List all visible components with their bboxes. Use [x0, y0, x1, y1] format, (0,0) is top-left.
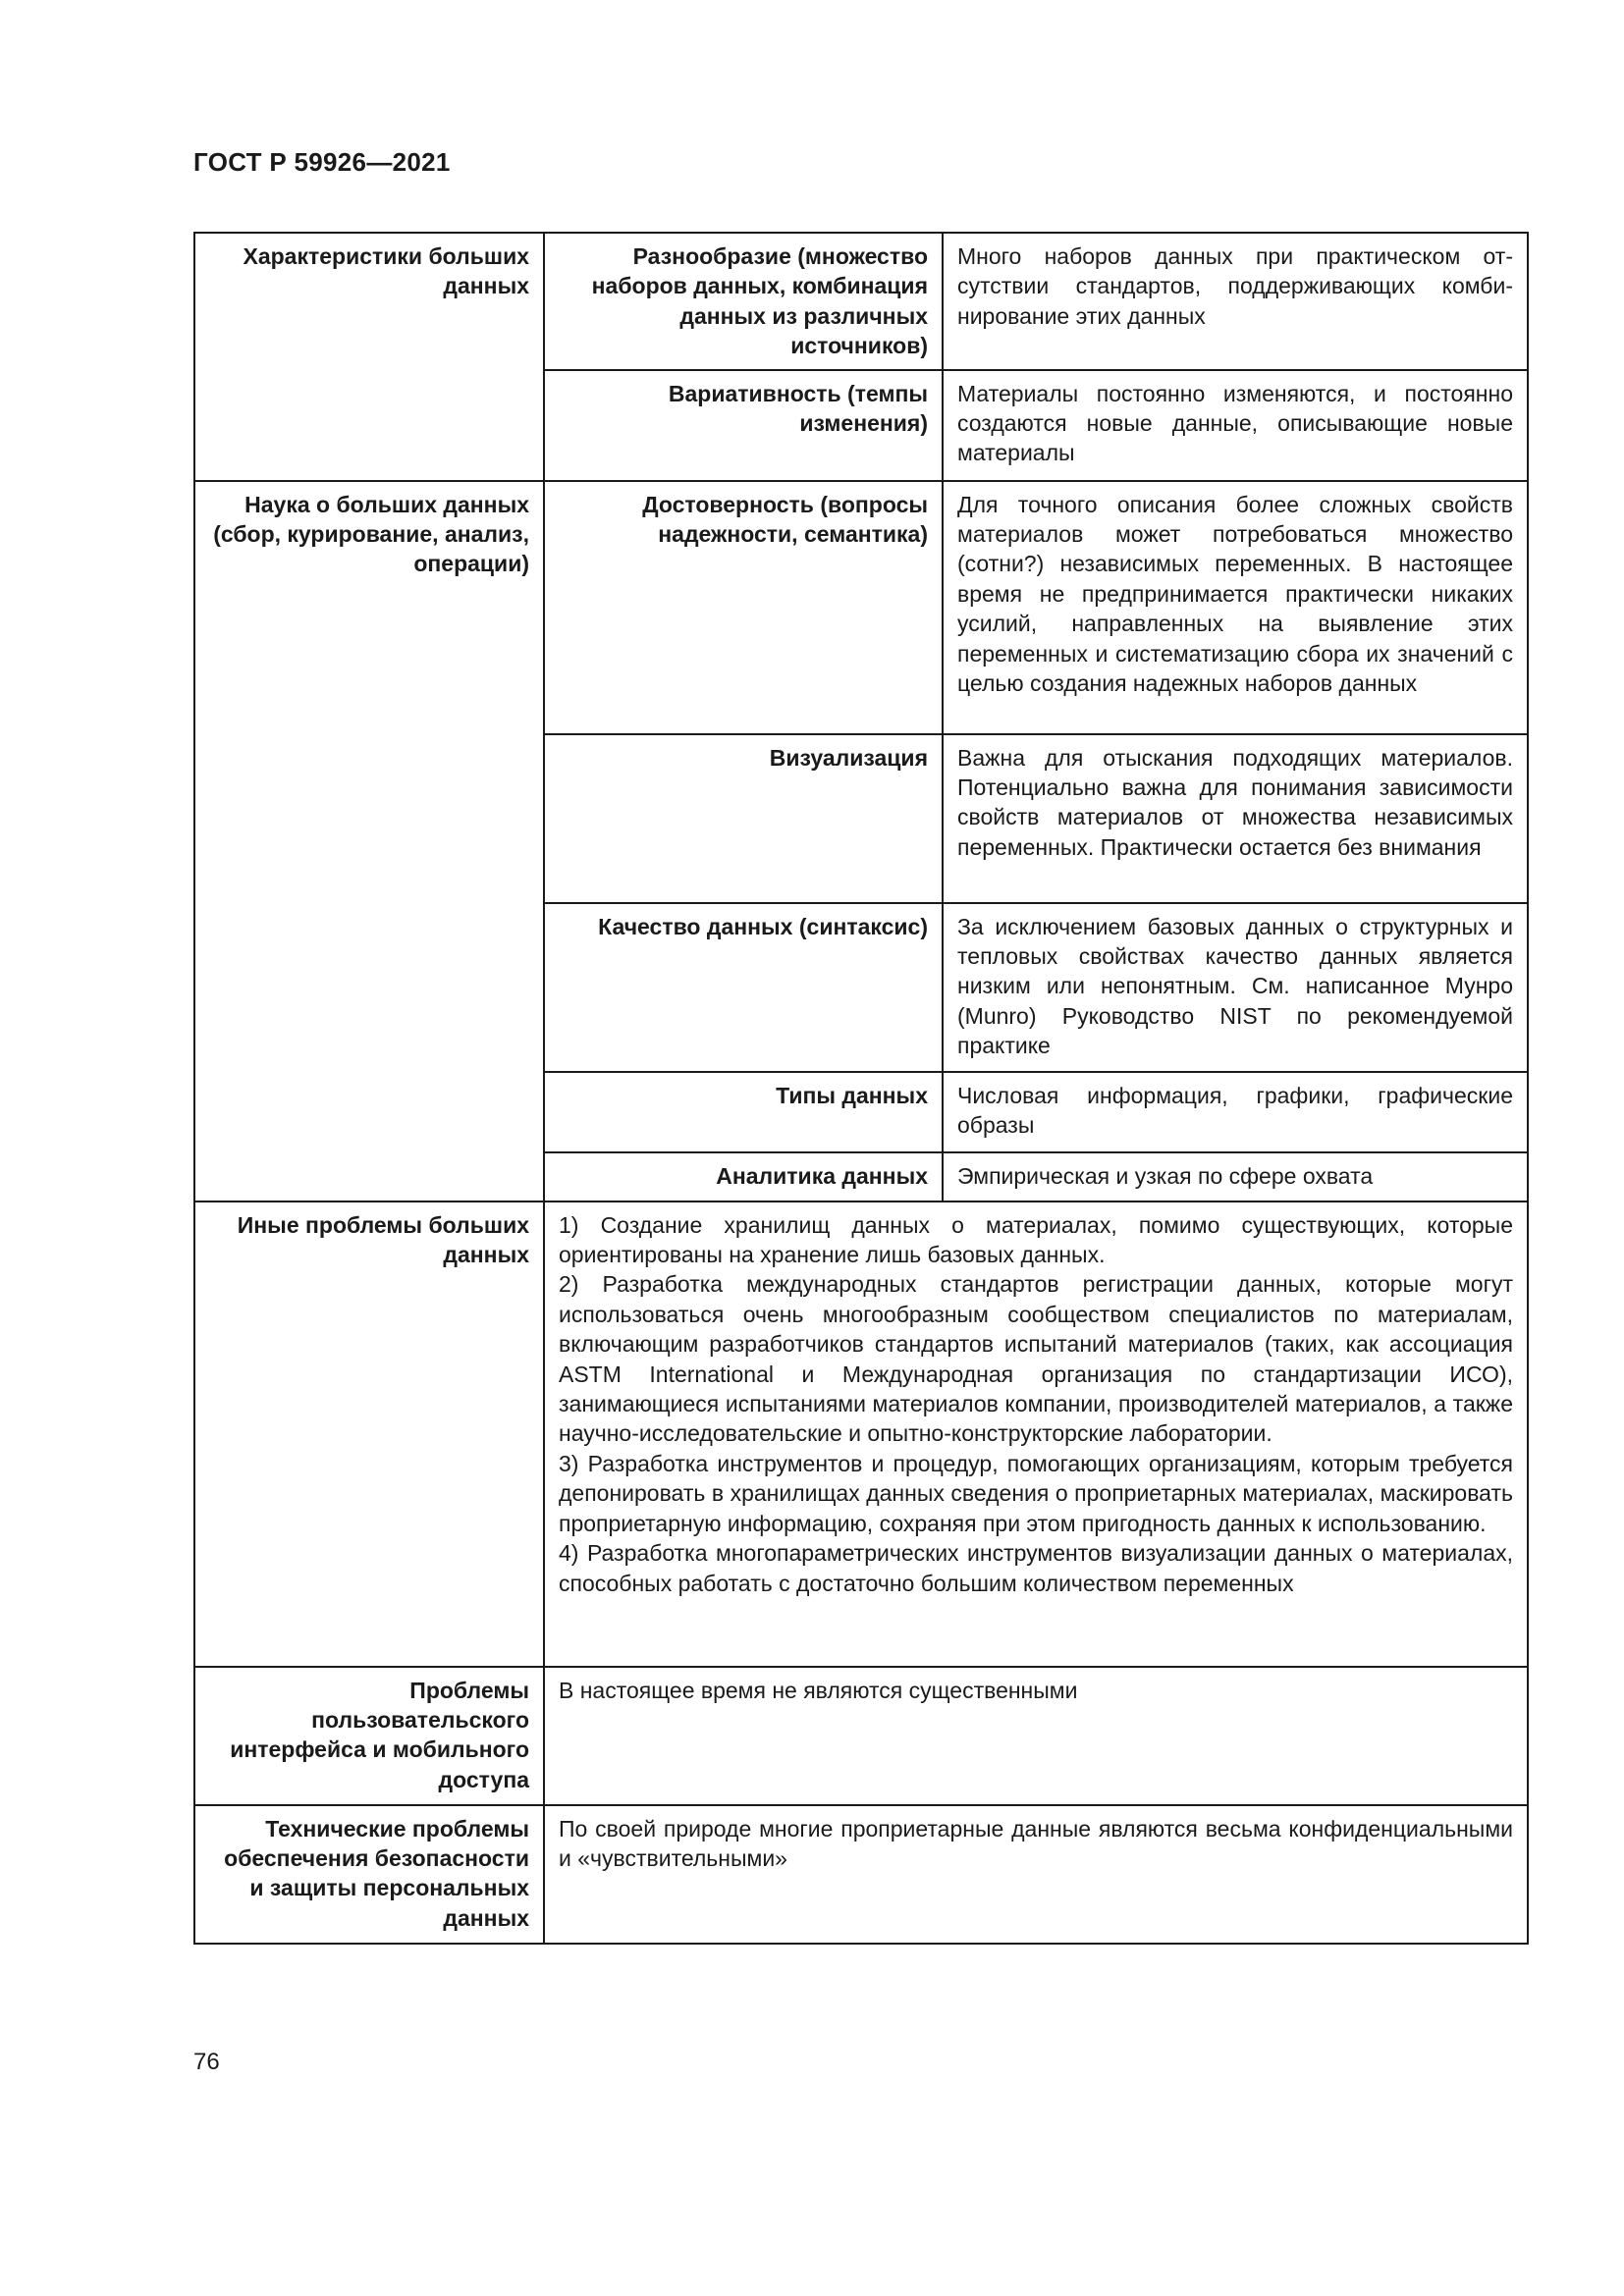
- table-row: [194, 481, 1528, 734]
- description-cell: В настоящее время не являются существенными: [544, 1667, 1528, 1805]
- requirements-table: [193, 232, 1529, 1945]
- subcategory-cell: Вариативность (темпы изменения): [544, 370, 943, 481]
- category-cell: Характеристики больших данных: [194, 233, 544, 481]
- description-cell: По своей природе многие проприетарные данные являются весьма конфиденциальными и «чувствительными»: [544, 1805, 1528, 1944]
- category-cell: Иные проблемы больших данных: [194, 1201, 544, 1667]
- subcategory-cell: Типы данных: [544, 1072, 943, 1152]
- description-cell: Важна для отыскания подходящих материалов. Потенциально важна для понимания зависимости свойств материалов от множества независимых переменных. Практически остается без внимания: [943, 734, 1528, 903]
- category-cell: Проблемы пользовательского интерфейса и мобильного доступа: [194, 1667, 544, 1805]
- description-cell: Много наборов данных при практическом отсутствии стандартов, поддерживающих комбинирование этих данных: [943, 233, 1528, 370]
- list-item: 4) Разработка многопараметрических инструментов визуализации данных о материалах, способных работать с достаточно большим количеством переменных: [559, 1540, 1513, 1596]
- category-cell: Наука о больших данных (сбор, курирование, анализ, операции): [194, 481, 544, 1201]
- subcategory-cell: Качество данных (синтаксис): [544, 903, 943, 1072]
- page-number: 76: [193, 2049, 220, 2075]
- table-row: [194, 233, 1528, 370]
- subcategory-cell: Достоверность (вопросы надежности, семантика): [544, 481, 943, 734]
- document-header: ГОСТ Р 59926—2021: [193, 147, 451, 177]
- description-cell: За исключением базовых данных о структурных и тепловых свойствах качество данных является низким или непонятным. См. написанное Мунро (Munro) Руководство NIST по рекомендуемой практике: [943, 903, 1528, 1072]
- list-item: 1) Создание хранилищ данных о материалах, помимо существующих, которые ориентированы на хранение лишь базовых данных.: [559, 1211, 1513, 1268]
- description-cell: Для точного описания более сложных свойств материалов может потребоваться множество (сотни?) независимых переменных. В настоящее время не предпринимается практически никаких усилий, направленных на выявление этих переменных и систематизацию сбора их значений с целью создания надежных наборов данных: [943, 481, 1528, 734]
- subcategory-cell: Разнообразие (множество наборов данных, комбинация данных из различных источников): [544, 233, 943, 370]
- description-cell: Числовая информация, графики, графические образы: [943, 1072, 1528, 1152]
- subcategory-cell: Визуализация: [544, 734, 943, 903]
- description-cell: Эмпирическая и узкая по сфере охвата: [943, 1152, 1528, 1201]
- table-row: [194, 1805, 1528, 1944]
- category-cell: Технические проблемы обеспечения безопасности и защиты персональных данных: [194, 1805, 544, 1944]
- table-row: [194, 1667, 1528, 1805]
- description-cell: [544, 1201, 1528, 1667]
- table-row: [194, 1201, 1528, 1667]
- description-cell: Материалы постоянно изменяются, и постоянно создаются новые данные, описывающие новые материалы: [943, 370, 1528, 481]
- subcategory-cell: Аналитика данных: [544, 1152, 943, 1201]
- list-item: 3) Разработка инструментов и процедур, помогающих организациям, которым требуется депонировать в хранилищах данных сведения о проприетарных материалах, маскировать проприетарную информацию, сохраняя при этом пригодность данных к использованию.: [559, 1450, 1513, 1536]
- list-item: 2) Разработка международных стандартов регистрации данных, которые могут использоваться очень многообразным сообществом специалистов по материалам, включающим разработчиков стандартов испытаний материалов (таких, как ассоциация ASTM International и Международная организация по стандартизации ИСО), занимающиеся испытаниями материалов компании, производителей материалов, а также научно-исследовательские и опытно-конструкторские лаборатории.: [559, 1271, 1513, 1447]
